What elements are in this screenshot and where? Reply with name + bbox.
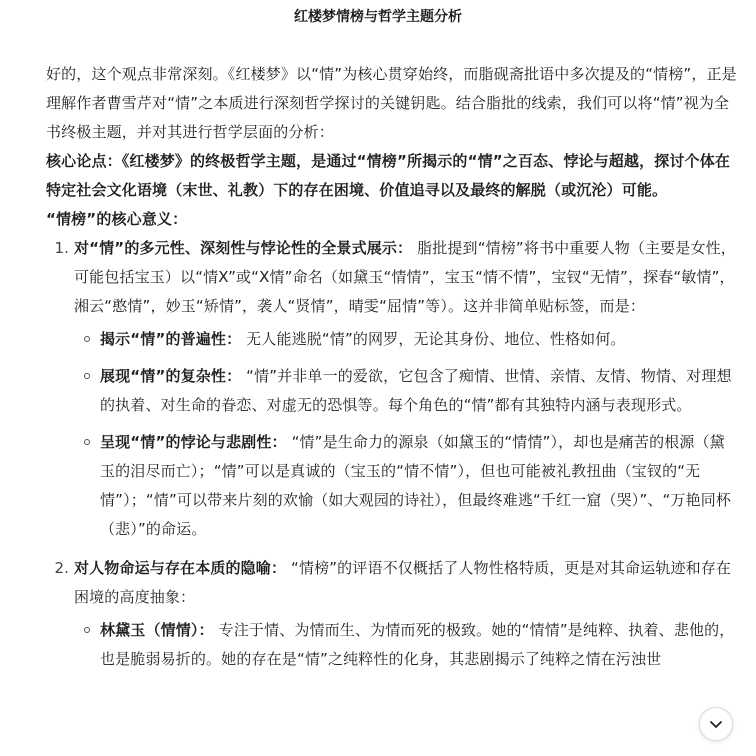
assistant-message xyxy=(46,60,738,684)
sub-title: 呈现“情”的悖论与悲剧性： xyxy=(100,433,287,451)
sub-title: 展现“情”的复杂性： xyxy=(100,367,242,385)
point-body: “情榜”的评语不仅概括了人物性格特质，更是对其命运轨迹和存在困境的高度抽象： xyxy=(74,559,732,606)
point-body: 脂批提到“情榜”将书中重要人物（主要是女性，可能包括宝玉）以“情X”或“X情”命名（如黛玉“情情”，宝玉“情不情”，宝钗“无情”，探春“敏情”，湘云“憨情”，妙玉“矫情”，袭人“贤情”，晴雯“屈情”等）。这并非简单贴标签，而是： xyxy=(74,239,736,315)
scroll-to-bottom-button[interactable] xyxy=(699,707,733,741)
point-title: 对“情”的多元性、深刻性与悖论性的全景式展示： xyxy=(74,239,413,257)
chat-header xyxy=(0,0,756,36)
sub-title: 揭示“情”的普遍性： xyxy=(100,330,242,348)
point-title: 对人物命运与存在本质的隐喻： xyxy=(74,559,287,577)
sub-title: 林黛玉（情情）： xyxy=(100,621,214,639)
bottom-fade xyxy=(0,700,756,756)
sub-list-item xyxy=(100,325,738,354)
intro-paragraph: 好的，这个观点非常深刻。《红楼梦》以“情”为核心贯穿始终，而脂砚斋批语中多次提及的“情榜”，正是理解作者曹雪芹对“情”之本质进行深刻哲学探讨的关键钥匙。结合脂批的线索，我们可以将“情”视为全书终极主题，并对其进行哲学层面的分析： xyxy=(46,65,737,141)
sub-body: “情”是生命力的源泉（如黛玉的“情情”），却也是痛苦的根源（黛玉的泪尽而亡）；“情”可以是真诚的（宝玉的“情不情”），但也可能被礼教扭曲（宝钗的“无情”）；“情”可以带来片刻的欢愉（如大观园的诗社），但最终难逃“千红一窟（哭）”、“万艳同杯（悲）”的命运。 xyxy=(100,433,732,538)
sub-list-item xyxy=(100,362,738,420)
thesis-paragraph: 核心论点：《红楼梦》的终极哲学主题，是通过“情榜”所揭示的“情”之百态、悖论与超越，探讨个体在特定社会文化语境（末世、礼教）下的存在困境、价值追寻以及最终的解脱（或沉沦）可能。 xyxy=(46,152,730,199)
sub-list xyxy=(74,325,738,544)
list-item xyxy=(74,554,738,674)
sub-body: 无人能逃脱“情”的网罗，无论其身份、地位、性格如何。 xyxy=(246,330,626,348)
sub-list xyxy=(74,616,738,674)
list-item xyxy=(74,234,738,544)
sub-list-item xyxy=(100,428,738,544)
sub-list-item xyxy=(100,616,738,674)
conversation-title: 红楼梦情榜与哲学主题分析 xyxy=(294,9,462,25)
sub-body: “情”并非单一的爱欲，它包含了痴情、世情、亲情、友情、物情、对理想的执着、对生命的眷恋、对虚无的恐惧等。每个角色的“情”都有其独特内涵与表现形式。 xyxy=(100,367,732,414)
sub-body: 专注于情、为情而生、为情而死的极致。她的“情情”是纯粹、执着、悲他的，也是脆弱易折的。她的存在是“情”之纯粹性的化身，其悲剧揭示了纯粹之情在污浊世 xyxy=(100,621,735,668)
chevron-down-icon xyxy=(708,716,724,732)
section-heading: “情榜”的核心意义： xyxy=(46,210,188,228)
points-list xyxy=(46,234,738,674)
